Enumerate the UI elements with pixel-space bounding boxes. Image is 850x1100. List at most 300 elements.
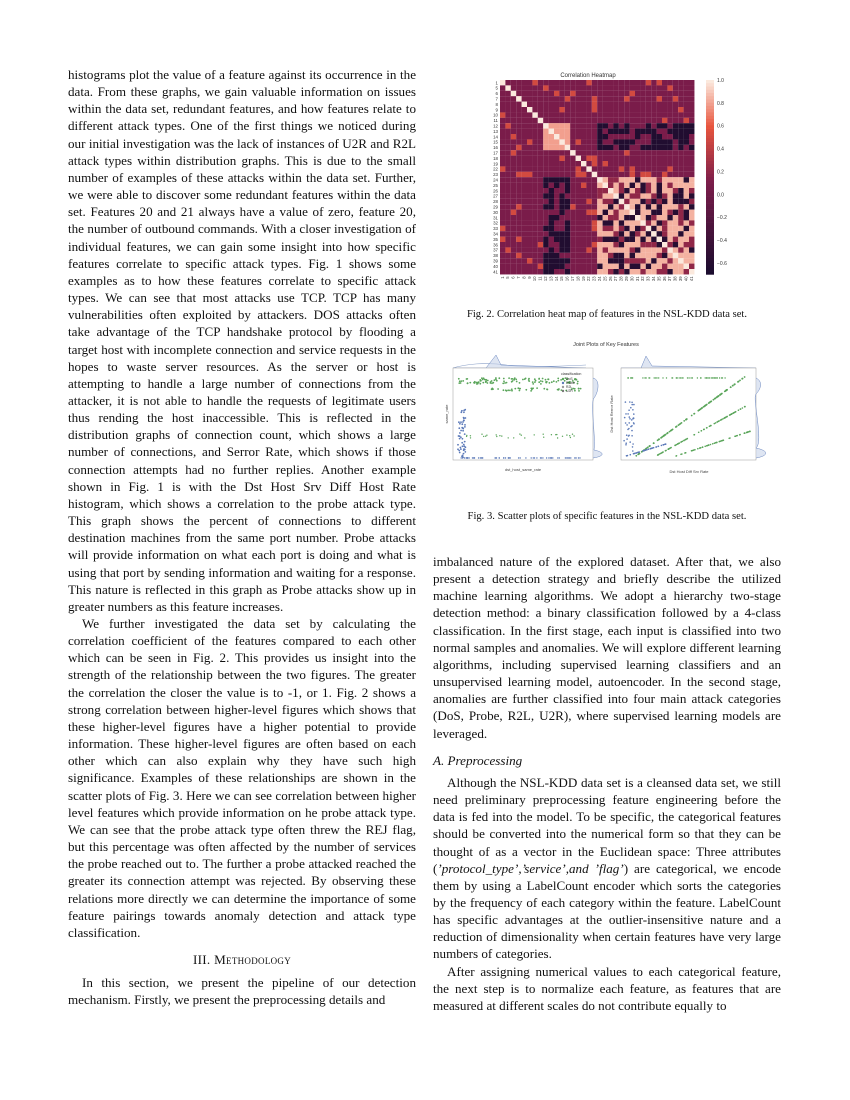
scatter-point [556, 381, 558, 383]
scatter-point [655, 446, 657, 448]
right-top-marginal [621, 356, 756, 368]
heatmap-cell [505, 231, 510, 236]
scatter-point [661, 452, 663, 454]
heatmap-cell [646, 193, 651, 198]
heatmap-cell [511, 242, 516, 247]
heatmap-cell [527, 220, 532, 225]
scatter-point [628, 435, 630, 437]
heatmap-cell [500, 237, 505, 242]
heatmap-cell [673, 231, 678, 236]
heatmap-cell [549, 269, 554, 274]
scatter-point [549, 382, 551, 384]
heatmap-cell [635, 215, 640, 220]
scatter-point [464, 433, 466, 435]
scatter-point [685, 419, 687, 421]
scatter-point [558, 388, 560, 390]
heatmap-cell [603, 226, 608, 231]
heatmap-cell [673, 80, 678, 85]
heatmap-cell [646, 112, 651, 117]
heatmap-cell [565, 145, 570, 150]
heatmap-cell [538, 264, 543, 269]
heatmap-cell [657, 210, 662, 215]
heatmap-cell [640, 226, 645, 231]
heatmap-cell [619, 156, 624, 161]
scatter-point [536, 387, 538, 389]
heatmap-cell [624, 166, 629, 171]
scatter-point [706, 445, 708, 447]
heatmap-cell [527, 129, 532, 134]
heatmap-cell [505, 183, 510, 188]
heatmap-cell [543, 193, 548, 198]
scatter-point [656, 377, 657, 378]
heatmap-cell [522, 226, 527, 231]
heatmap-cell [667, 134, 672, 139]
scatter-point [666, 377, 667, 378]
heatmap-cell [624, 91, 629, 96]
heatmap-cell [673, 102, 678, 107]
figure-2-caption: Fig. 2. Correlation heat map of features in the NSL-KDD data set. [466, 309, 748, 320]
heatmap-cell [684, 161, 689, 166]
heatmap-cell [505, 220, 510, 225]
heatmap-col-label: 17 [569, 276, 575, 282]
heatmap-cell [597, 247, 602, 252]
heatmap-cell [565, 204, 570, 209]
heatmap-cell [635, 183, 640, 188]
scatter-point [728, 438, 730, 440]
heatmap-cell [500, 102, 505, 107]
scatter-point [503, 389, 505, 391]
scatter-point [734, 436, 736, 438]
heatmap-cell [619, 161, 624, 166]
heatmap-cell [608, 112, 613, 117]
heatmap-cell [597, 269, 602, 274]
heatmap-cell [689, 258, 694, 263]
heatmap-cell [640, 220, 645, 225]
heatmap-col-label: 5 [505, 276, 511, 279]
scatter-point [505, 457, 506, 458]
scatter-point [503, 380, 505, 382]
scatter-point [531, 457, 532, 458]
heatmap-cell [613, 242, 618, 247]
colorbar-tick: 0.4 [717, 146, 724, 153]
heatmap-cell [603, 80, 608, 85]
heatmap-col-label: 36 [661, 276, 667, 282]
heatmap-cell [522, 242, 527, 247]
heatmap-cell [689, 253, 694, 258]
heatmap-cell [586, 264, 591, 269]
heatmap-col-label: 26 [607, 276, 613, 282]
heatmap-cell [559, 96, 564, 101]
heatmap-cell [532, 210, 537, 215]
scatter-point [562, 436, 563, 437]
heatmap-cell [657, 215, 662, 220]
heatmap-cell [662, 102, 667, 107]
heatmap-cell [630, 237, 635, 242]
heatmap-cell [576, 199, 581, 204]
heatmap-cell [624, 156, 629, 161]
heatmap-cell [505, 237, 510, 242]
heatmap-cell [522, 220, 527, 225]
scatter-point [630, 454, 632, 456]
colorbar-segment [706, 223, 714, 227]
heatmap-cell [516, 258, 521, 263]
heatmap-cell [613, 231, 618, 236]
heatmap-cell [511, 172, 516, 177]
scatter-point [513, 379, 515, 381]
heatmap-cell [651, 253, 656, 258]
heatmap-cell [500, 210, 505, 215]
heatmap-col-label: 7 [515, 276, 521, 279]
heatmap-cell [505, 269, 510, 274]
scatter-point [724, 377, 725, 378]
heatmap-row-label: 38 [493, 253, 498, 259]
heatmap-cell [678, 177, 683, 182]
heatmap-row-label: 11 [493, 118, 498, 124]
heatmap-cell [500, 134, 505, 139]
heatmap-cell [630, 129, 635, 134]
heatmap-cell [597, 242, 602, 247]
heatmap-row-label: 32 [493, 220, 498, 226]
heatmap-cell [554, 172, 559, 177]
heatmap-cell [673, 258, 678, 263]
heatmap-col-label: 23 [591, 276, 597, 282]
heatmap-cell [619, 247, 624, 252]
heatmap-cell [592, 85, 597, 90]
scatter-point [744, 432, 746, 434]
heatmap-cell [549, 102, 554, 107]
scatter-point [573, 435, 574, 436]
scatter-point [464, 424, 466, 426]
heatmap-cell [505, 91, 510, 96]
heatmap-cell [543, 237, 548, 242]
heatmap-cell [570, 247, 575, 252]
heatmap-cell [619, 96, 624, 101]
heatmap-cell [576, 177, 581, 182]
heatmap-cell [543, 96, 548, 101]
heatmap-cell [527, 269, 532, 274]
heatmap-cell [532, 204, 537, 209]
heatmap-cell [500, 226, 505, 231]
heatmap-cell [673, 166, 678, 171]
scatter-point [479, 383, 481, 385]
heatmap-cell [592, 80, 597, 85]
heatmap-cell [603, 177, 608, 182]
heatmap-cell [608, 247, 613, 252]
heatmap-cell [619, 242, 624, 247]
heatmap-cell [684, 118, 689, 123]
heatmap-cell [576, 91, 581, 96]
scatter-point [512, 378, 514, 380]
heatmap-cell [640, 188, 645, 193]
scatter-point [623, 440, 625, 442]
heatmap-cell [592, 96, 597, 101]
scatter-point [646, 449, 648, 451]
heatmap-cell [603, 107, 608, 112]
scatter-point [632, 450, 634, 452]
scatter-point [680, 441, 682, 443]
heatmap-cell [549, 112, 554, 117]
heatmap-cell [635, 123, 640, 128]
heatmap-cell [565, 107, 570, 112]
heatmap-cell [635, 253, 640, 258]
heatmap-cell [500, 80, 505, 85]
heatmap-cell [565, 166, 570, 171]
heatmap-cell [608, 237, 613, 242]
section-heading [68, 951, 416, 968]
heatmap-cell [532, 150, 537, 155]
heatmap-cell [538, 129, 543, 134]
scatter-point [501, 435, 502, 436]
heatmap-cell [651, 210, 656, 215]
heatmap-cell [576, 145, 581, 150]
heatmap-cell [613, 188, 618, 193]
heatmap-cell [635, 139, 640, 144]
heatmap-cell [527, 156, 532, 161]
heatmap-cell [565, 188, 570, 193]
heatmap-cell [630, 204, 635, 209]
colorbar-tick: 1.0 [717, 78, 724, 84]
heatmap-cell [651, 145, 656, 150]
heatmap-cell [689, 231, 694, 236]
heatmap-cell [613, 264, 618, 269]
heatmap-cell [689, 199, 694, 204]
heatmap-cell [570, 264, 575, 269]
heatmap-cell [646, 253, 651, 258]
heatmap-cell [522, 80, 527, 85]
scatter-point [459, 380, 461, 382]
heatmap-cell [646, 102, 651, 107]
heatmap-cell [603, 161, 608, 166]
heatmap-cell [667, 85, 672, 90]
heatmap-cell [657, 237, 662, 242]
heatmap-cell [619, 107, 624, 112]
heatmap-cell [505, 129, 510, 134]
left-column [68, 66, 416, 1008]
scatter-point [462, 455, 464, 457]
heatmap-cell [684, 134, 689, 139]
scatter-point [532, 381, 534, 383]
heatmap-cell [570, 150, 575, 155]
heatmap-cell [630, 177, 635, 182]
heatmap-cell [565, 134, 570, 139]
heatmap-cell [673, 177, 678, 182]
heatmap-cell [646, 183, 651, 188]
heatmap-cell [527, 150, 532, 155]
heatmap-cell [565, 129, 570, 134]
heatmap-col-label: 33 [645, 276, 651, 282]
heatmap-cell [624, 258, 629, 263]
heatmap-cell [576, 96, 581, 101]
scatter-point [557, 457, 558, 458]
heatmap-cell [635, 188, 640, 193]
heatmap-cell [516, 231, 521, 236]
colorbar-segment [706, 90, 714, 94]
heatmap-cell [511, 199, 516, 204]
heatmap-cell [597, 139, 602, 144]
paragraph: histograms plot the value of a feature against its occurrence in the data. From these graphs, we gain valuable information on issues within the data set, redundant features, and how features relate to different attack types. One of the first things we noticed during our initial investigation was the lack of instances of U2R and R2L attack types within distribution graphs. This is due to the small number of examples of these attacks within the data set. Further, we were able to discover some redundant features within the data set. Features 20 and 21 always have a value of zero, feature 20, the number of outbound commands. With a closer investigation of individual features, we can gain some insight into how specific features correlate to specific attack types. Fig. 1 shows some examples as to how these features correlate to specific attack types. We can see that most attacks use TCP. TCP has many vulnerabilities often exploited by attackers. DOS attacks often take advantage of the TCP handshake protocol by flooding a target host with incomplete connection and service requests in the hopes to waste server resources. As the server or host is attempting to handle a large number of connections from the attacker, it is not able to handle the requests of legitimate users thus rending the host inaccessible. This is reflected in the distribution graphs of connection count, which shows a large number of connections, and Serror Rate, which shows if those connection attempts had no further replies. Another example shown in Fig. 1 is with the Dst Host Srv Diff Host Rate histogram, which shows a correlation to the probe attack type. This graph shows the percent of connections to different destination machines from the same port number. Probe attacks will provide information on what each port is doing and what is using that port by sending information and waiting for a response. This nature is reflected in this graph as Probe attacks show up in greater numbers as this feature increases. [68, 67, 416, 614]
heatmap-cell [554, 166, 559, 171]
heatmap-cell [597, 199, 602, 204]
heatmap-cell [646, 161, 651, 166]
heatmap-cell [549, 134, 554, 139]
heatmap-cell [662, 220, 667, 225]
heatmap-cell [667, 242, 672, 247]
heatmap-cell [570, 258, 575, 263]
heatmap-cell [613, 177, 618, 182]
colorbar-segment [706, 145, 714, 149]
heatmap-cell [603, 156, 608, 161]
heatmap-cell [559, 161, 564, 166]
heatmap-cell [662, 150, 667, 155]
heatmap-cell [592, 134, 597, 139]
heatmap-cell [586, 139, 591, 144]
heatmap-cell [603, 172, 608, 177]
heatmap-cell [543, 210, 548, 215]
heatmap-cell [630, 188, 635, 193]
heatmap-cell [635, 118, 640, 123]
heatmap-cell [603, 204, 608, 209]
heatmap-cell [549, 139, 554, 144]
heatmap-cell [522, 85, 527, 90]
heatmap-cell [684, 226, 689, 231]
heatmap-cell [673, 172, 678, 177]
heatmap-row-label: 22 [493, 166, 498, 172]
scatter-point [692, 377, 693, 378]
heatmap-cell [527, 166, 532, 171]
heatmap-cell [581, 258, 586, 263]
heatmap-cell [511, 85, 516, 90]
heatmap-row-label: 28 [493, 199, 498, 205]
heatmap-cell [543, 264, 548, 269]
heatmap-cell [511, 112, 516, 117]
scatter-point [651, 447, 653, 449]
heatmap-cell [635, 264, 640, 269]
scatter-point [669, 431, 671, 433]
scatter-point [461, 423, 463, 425]
heatmap-cell [624, 264, 629, 269]
heatmap-cell [559, 204, 564, 209]
heatmap-cell [646, 172, 651, 177]
heatmap-cell [576, 102, 581, 107]
scatter-point [496, 436, 497, 437]
heatmap-cell [543, 91, 548, 96]
heatmap-cell [673, 226, 678, 231]
heatmap-cell [646, 150, 651, 155]
heatmap-cell [624, 107, 629, 112]
heatmap-cell [576, 118, 581, 123]
heatmap-cell [549, 193, 554, 198]
heatmap-cell [635, 231, 640, 236]
scatter-point [538, 378, 540, 380]
heatmap-cell [630, 242, 635, 247]
heatmap-cell [576, 139, 581, 144]
scatter-point [704, 446, 706, 448]
heatmap-cell [500, 123, 505, 128]
scatter-point [631, 402, 633, 404]
heatmap-cell [592, 204, 597, 209]
scatter-point [481, 377, 483, 379]
heatmap-cell [689, 188, 694, 193]
heatmap-cell [651, 123, 656, 128]
heatmap-cell [667, 145, 672, 150]
heatmap-cell [651, 96, 656, 101]
scatter-point [574, 379, 576, 381]
heatmap-cell [667, 129, 672, 134]
heatmap-cell [516, 166, 521, 171]
heatmap-cell [592, 193, 597, 198]
heatmap-cell [554, 123, 559, 128]
heatmap-cell [581, 166, 586, 171]
heatmap-cell [570, 226, 575, 231]
scatter-point [508, 377, 510, 379]
heatmap-cell [570, 237, 575, 242]
heatmap-cell [684, 123, 689, 128]
scatter-point [717, 421, 719, 423]
scatter-point [716, 442, 718, 444]
scatter-point [495, 377, 497, 379]
scatter-point [557, 378, 559, 380]
heatmap-cell [640, 237, 645, 242]
heatmap-cell [624, 199, 629, 204]
heatmap-cell [586, 134, 591, 139]
heatmap-cell [613, 226, 618, 231]
heatmap-cell [538, 193, 543, 198]
heatmap-cell [586, 215, 591, 220]
scatter-point [658, 438, 660, 440]
heatmap-cell [667, 172, 672, 177]
heatmap-cell [651, 199, 656, 204]
heatmap-cell [678, 112, 683, 117]
colorbar-tick: 0.0 [717, 192, 724, 199]
heatmap-cell [559, 231, 564, 236]
heatmap-cell [678, 193, 683, 198]
heatmap-cell [511, 183, 516, 188]
heatmap-cell [592, 102, 597, 107]
heatmap-cell [640, 80, 645, 85]
heatmap-cell [635, 150, 640, 155]
legend-probe: Probe [566, 381, 576, 386]
heatmap-cell [619, 183, 624, 188]
heatmap-cell [597, 161, 602, 166]
heatmap-cell [586, 166, 591, 171]
heatmap-cell [511, 96, 516, 101]
scatter-point [700, 408, 702, 410]
heatmap-cell [532, 242, 537, 247]
heatmap-cell [505, 80, 510, 85]
scatter-point [625, 413, 627, 415]
heatmap-cell [576, 107, 581, 112]
heatmap-cell [527, 204, 532, 209]
scatter-point [631, 425, 633, 427]
heatmap-cell [640, 161, 645, 166]
legend-r2l: R2L [566, 385, 573, 390]
heatmap-cell [554, 118, 559, 123]
scatter-point [542, 378, 544, 380]
heatmap-cell [603, 145, 608, 150]
scatter-point [635, 455, 637, 457]
heatmap-cell [597, 96, 602, 101]
heatmap-cell [640, 177, 645, 182]
heatmap-cell [532, 253, 537, 258]
heatmap-cell [543, 242, 548, 247]
heatmap-cell [619, 145, 624, 150]
heatmap-cell [554, 134, 559, 139]
heatmap-cell [522, 118, 527, 123]
heatmap-cell [570, 80, 575, 85]
heatmap-cell [689, 226, 694, 231]
scatter-point [720, 440, 722, 442]
heatmap-cell [516, 253, 521, 258]
